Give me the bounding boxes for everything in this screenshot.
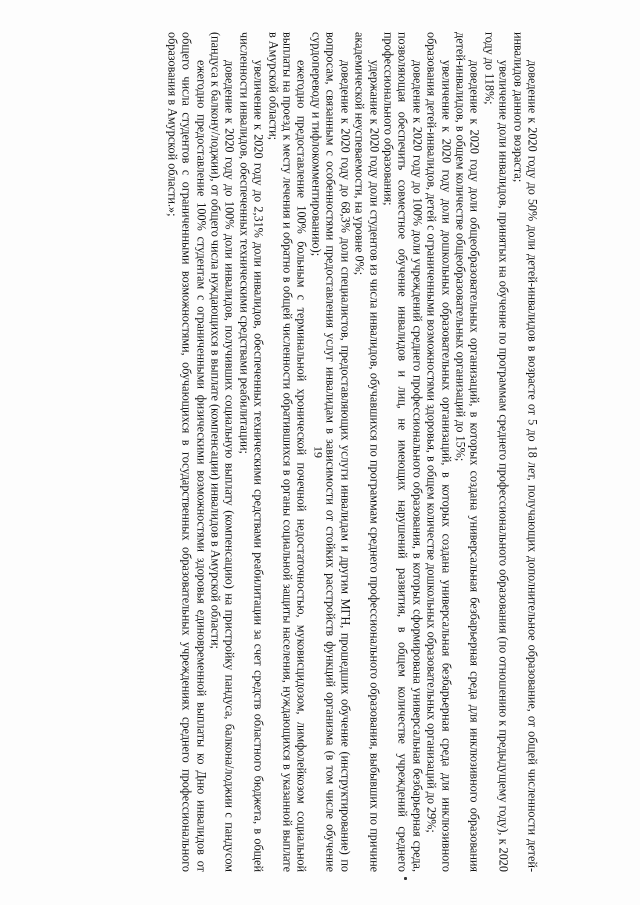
paragraph: доведение к 2020 году до 100% доли учреждений среднего профессионального образования, в которых сформирована универсальная безбарьерная среда, позволяющая обеспечить совместное обучение инвалидов и лиц, не имеющих нарушений развития, в общем количестве учреждений среднего профессионального образования; <box>381 32 425 872</box>
paragraph: доведение к 2020 году до 100% доли инвалидов, получивших социальную выплату (компенсацию) на пристройку пандуса, балкона/лоджии с пандусом (пандуса к балкону/лоджии), от общего числа нуждающихся в выплате (компенсации) инвалидов в Амурской области; <box>208 32 237 872</box>
paragraph: ежегодно предоставление 100% студентам с ограниченными физическими возможностями здоровья единовременной выплаты ко Дню инвалидов от общего числа студентов с ограниченными возможностями, обучающихся в государственных образовательных учреждениях среднего профессионального образования в Амурской области.»; <box>165 32 208 872</box>
paragraph: увеличение к 2020 году до 2,31% доли инвалидов, обеспеченных техническими средствами реабилитации за счет средств областного бюджета, в общей численности инвалидов, обеспеченных техническими средствами реабилитации; <box>237 32 266 872</box>
paragraph: доведение к 2020 году доли общеобразовательных организаций, в которых создана универсальная безбарьерная среда для инклюзивного образования детей-инвалидов, в общем количестве общеобразовательных организаций до 15%; <box>453 32 482 872</box>
paragraph: увеличение доли инвалидов, принятых на обучение по программам среднего профессионального образования (по отношению к предыдущему году), к 2020 году до 118%; <box>482 32 511 872</box>
paragraph: ежегодно предоставление 100% больным с терминальной хронической почечной недостаточностью, муковисцидозом, лимфолейкозом социальной выплаты на проезд к месту лечения и обратно в общей численности обратившихся в органы социальной защиты населения, нуждающихся в указанной выплате в Амурской области; <box>265 32 309 872</box>
document-body <box>165 32 540 872</box>
paragraph: увеличение к 2020 году доли дошкольных образовательных организаций, в которых создана универсальная безбарьерная среда для инклюзивного образования детей-инвалидов, детей с ограниченными возможностями здоровья, в общем количестве дошкольных образовательных организаций до 29%; <box>424 32 453 872</box>
scan-artifact <box>404 877 407 880</box>
paragraph: доведение к 2020 году до 68,3% доли специалистов, предоставляющих услуги инвалидам и другим МГН, прошедших обучение (инструктирование) по вопросам, связанным с особенностями предоставления услуг инвалидам в зависимости от стойких расстройств функций организма (в том числе обучение сурдопереводу и тифлокомментированию); <box>309 32 352 872</box>
page-number: 19 <box>311 446 326 458</box>
paragraph: доведение к 2020 году до 50% доли детей-инвалидов в возрасте от 5 до 18 лет, получающих дополнительное образование, от общей численности детей-инвалидов данного возраста; <box>510 32 540 872</box>
paragraph: удержание к 2020 году доли студентов из числа инвалидов, обучавшихся по программам среднего профессионального образования, выбывших по причине академической неуспеваемости, на уровне 0%; <box>352 32 381 872</box>
